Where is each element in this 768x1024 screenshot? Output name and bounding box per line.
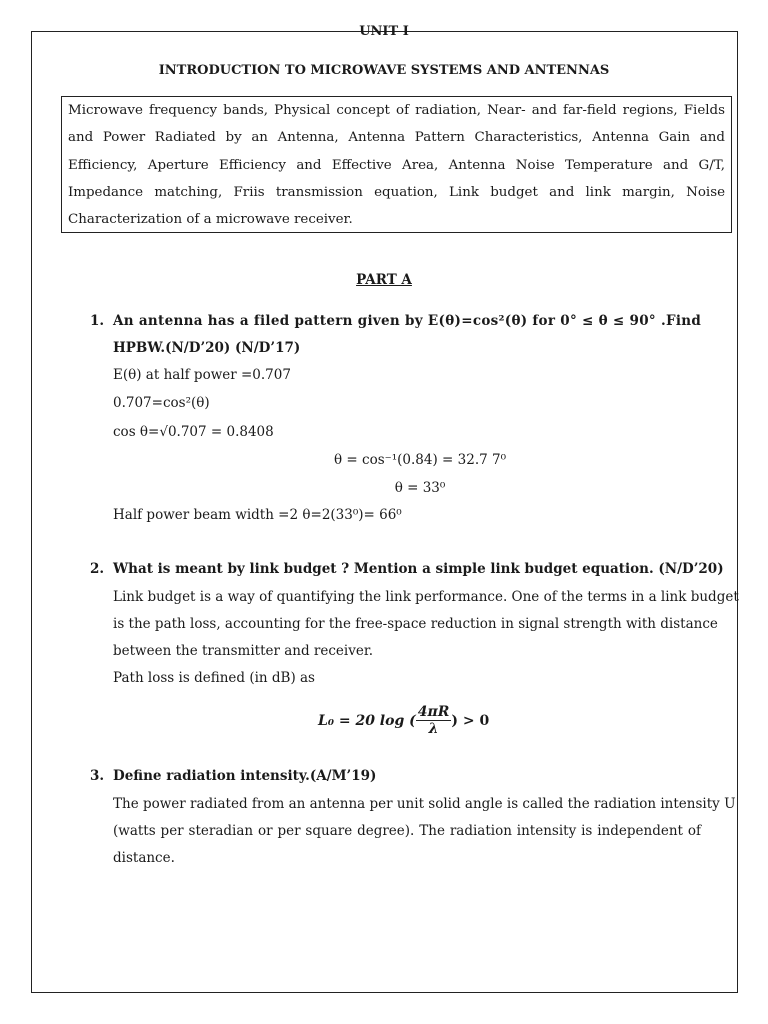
formula-right: ) > 0 (451, 712, 490, 729)
q2-line-3: between the transmitter and receiver. (113, 643, 374, 659)
part-a-heading: PART A (356, 272, 412, 288)
q2-line-4: Path loss is defined (in dB) as (113, 670, 315, 686)
formula-numerator: 4πR (417, 704, 450, 720)
chapter-title: INTRODUCTION TO MICROWAVE SYSTEMS AND ANTENNAS (158, 63, 610, 78)
q1-question-line1: An antenna has a filed pattern given by E(θ)=cos²(θ) for 0° ≤ θ ≤ 90° .Find (113, 313, 702, 329)
q2-line-2: is the path loss, accounting for the free-space reduction in signal strength with distance (113, 616, 718, 632)
q1-equation-1: θ = cos⁻¹(0.84) = 32.7 7⁰ (333, 452, 506, 468)
q2-number: 2. (90, 561, 105, 577)
q1-step-3: cos θ=√0.707 = 0.8408 (113, 424, 274, 440)
formula-denominator: λ (428, 721, 439, 737)
q3-number: 3. (90, 768, 105, 784)
q3-question: Define radiation intensity.(A/M’19) (113, 768, 377, 784)
formula-left: L₀ = 20 log ( (318, 712, 416, 729)
q3-line-2: (watts per steradian or per square degree). The radiation intensity is independent of (113, 823, 701, 839)
q1-step-2: 0.707=cos²(θ) (113, 395, 210, 411)
q1-step-1: E(θ) at half power =0.707 (113, 367, 291, 383)
q1-result: Half power beam width =2 θ=2(33⁰)= 66⁰ (113, 507, 402, 523)
q1-equation-2: θ = 33⁰ (394, 480, 446, 496)
unit-heading: UNIT I (359, 24, 409, 39)
path-loss-formula (318, 704, 489, 737)
q1-number: 1. (90, 313, 105, 329)
formula-fraction (416, 704, 452, 737)
q1-question-line2: HPBW.(N/D’20) (N/D’17) (113, 340, 301, 356)
q2-question: What is meant by link budget ? Mention a simple link budget equation. (N/D’20) (113, 561, 724, 577)
syllabus-box: Microwave frequency bands, Physical concept of radiation, Near- and far-field regions, Fields and Power Radiated by an Antenna, Antenna Pattern Characteristics, Antenna Gain and Efficiency, Aperture Efficiency and Effective Area, Antenna Noise Temperature and G/T, Impedance matching, Friis transmission equation, Link budget and link margin, Noise Characterization of a microwave receiver. (61, 96, 732, 233)
q2-line-1: Link budget is a way of quantifying the link performance. One of the terms in a link budget (113, 589, 739, 605)
q3-line-3: distance. (113, 850, 175, 866)
q3-line-1: The power radiated from an antenna per unit solid angle is called the radiation intensity U (113, 796, 736, 812)
